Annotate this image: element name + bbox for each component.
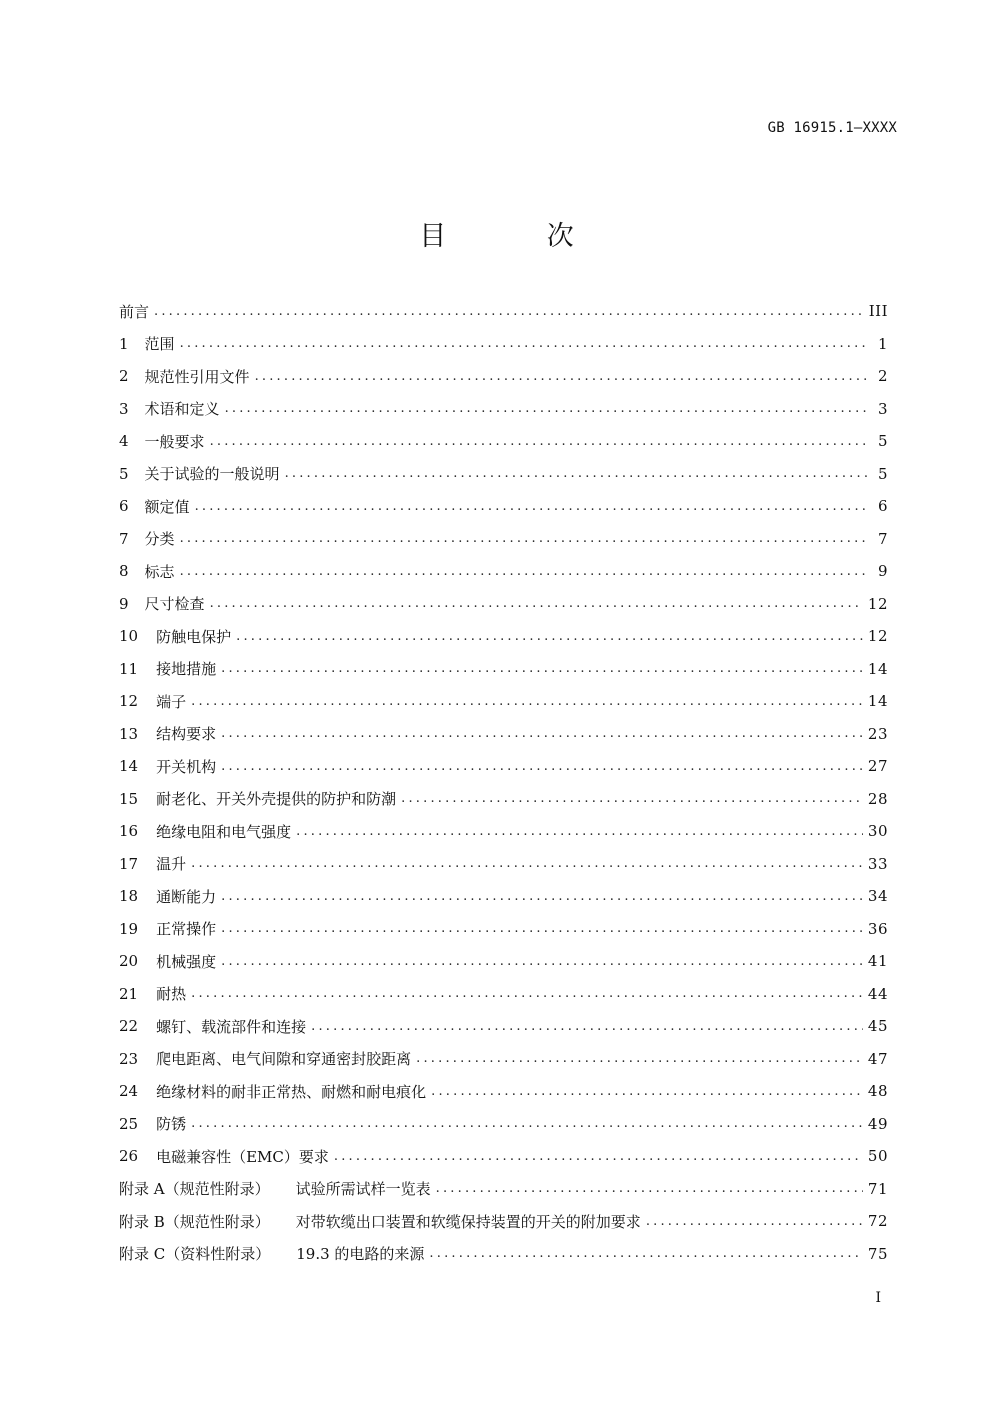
toc-entry-number: 2 — [119, 367, 129, 386]
toc-entry[interactable] — [119, 1043, 888, 1076]
toc-dot-leader — [191, 694, 863, 709]
toc-entry-page: 5 — [877, 432, 888, 451]
toc-entry[interactable] — [119, 393, 888, 426]
toc-dot-leader — [180, 336, 867, 351]
toc-entry[interactable] — [119, 1205, 888, 1238]
toc-dot-leader — [221, 954, 863, 969]
toc-entry-number: 14 — [119, 757, 139, 776]
toc-entry[interactable] — [119, 978, 888, 1011]
toc-dot-leader — [436, 1181, 863, 1196]
toc-dot-leader — [180, 564, 867, 579]
toc-dot-leader — [221, 921, 863, 936]
toc-entry-page: 28 — [867, 789, 888, 808]
page-title: 目 次 — [419, 221, 620, 252]
toc-entry[interactable] — [119, 588, 888, 621]
toc-entry-page: 23 — [867, 724, 888, 743]
toc-entry-label: 规范性引用文件 — [144, 367, 250, 386]
document-code: GB 16915.1—XXXX — [767, 120, 897, 136]
toc-dot-leader — [191, 856, 863, 871]
toc-entry-page: 9 — [877, 562, 888, 581]
toc-entry-page: 48 — [867, 1082, 888, 1101]
toc-entry-page: 14 — [867, 659, 888, 678]
toc-entry-label: 前言 — [119, 302, 150, 321]
toc-entry[interactable] — [119, 1173, 888, 1206]
toc-entry-label: 19.3 的电路的来源 — [296, 1245, 425, 1264]
toc-entry-page: 7 — [877, 529, 888, 548]
toc-entry[interactable] — [119, 718, 888, 751]
toc-entry[interactable] — [119, 750, 888, 783]
toc-entry-label: 正常操作 — [156, 920, 217, 939]
toc-entry-number: 16 — [119, 822, 139, 841]
toc-entry-number: 附录 B（规范性附录） — [119, 1212, 270, 1231]
toc-entry[interactable] — [119, 458, 888, 491]
toc-entry-label: 额定值 — [144, 497, 190, 516]
toc-entry-number: 25 — [119, 1114, 139, 1133]
toc-entry-number: 17 — [119, 854, 139, 873]
toc-entry-label: 耐热 — [156, 985, 187, 1004]
toc-entry-page: 12 — [867, 594, 888, 613]
toc-entry-page: 30 — [867, 822, 888, 841]
toc-entry-label: 标志 — [144, 562, 175, 581]
toc-entry-page: 71 — [867, 1179, 888, 1198]
toc-entry-label: 一般要求 — [144, 432, 205, 451]
toc-entry-page: 5 — [877, 464, 888, 483]
toc-entry[interactable] — [119, 523, 888, 556]
toc-entry[interactable] — [119, 1140, 888, 1173]
toc-entry-page: 27 — [867, 757, 888, 776]
toc-dot-leader — [416, 1051, 863, 1066]
toc-entry[interactable] — [119, 1238, 888, 1271]
toc-entry-number: 20 — [119, 952, 139, 971]
toc-dot-leader — [191, 986, 863, 1001]
toc-entry[interactable] — [119, 1108, 888, 1141]
toc-entry-page: 36 — [867, 919, 888, 938]
toc-entry-number: 11 — [119, 659, 139, 678]
toc-entry[interactable] — [119, 848, 888, 881]
toc-dot-leader — [154, 304, 864, 319]
toc-entry-label: 端子 — [156, 692, 187, 711]
toc-entry-page: 45 — [867, 1017, 888, 1036]
toc-dot-leader — [221, 661, 863, 676]
toc-entry-number: 3 — [119, 399, 129, 418]
toc-entry-number: 13 — [119, 724, 139, 743]
toc-entry[interactable] — [119, 425, 888, 458]
toc-entry-number: 24 — [119, 1082, 139, 1101]
toc-entry-label: 接地措施 — [156, 660, 217, 679]
toc-entry-page: 44 — [867, 984, 888, 1003]
toc-entry-label: 对带软缆出口装置和软缆保持装置的开关的附加要求 — [295, 1212, 641, 1231]
toc-entry-label: 绝缘电阻和电气强度 — [156, 822, 292, 841]
toc-entry[interactable] — [119, 328, 888, 361]
toc-entry-number: 10 — [119, 627, 139, 646]
toc-entry-number: 19 — [119, 919, 139, 938]
toc-entry[interactable] — [119, 815, 888, 848]
toc-entry-number: 21 — [119, 984, 139, 1003]
toc-entry-page: 72 — [867, 1212, 888, 1231]
toc-dot-leader — [296, 824, 863, 839]
toc-entry-label: 机械强度 — [156, 952, 217, 971]
toc-entry-page: 6 — [877, 497, 888, 516]
toc-entry-page: 1 — [877, 334, 888, 353]
toc-entry-page: 41 — [867, 952, 888, 971]
toc-entry-number: 1 — [119, 334, 129, 353]
toc-entry[interactable] — [119, 913, 888, 946]
toc-entry-label: 范围 — [144, 335, 175, 354]
toc-entry-label: 防锈 — [156, 1115, 187, 1134]
toc-entry-label: 结构要求 — [156, 725, 217, 744]
toc-dot-leader — [225, 401, 867, 416]
toc-entry-number: 26 — [119, 1147, 139, 1166]
toc-entry[interactable] — [119, 783, 888, 816]
toc-dot-leader — [210, 434, 867, 449]
toc-entry-label: 关于试验的一般说明 — [144, 465, 280, 484]
toc-entry-label: 温升 — [156, 855, 187, 874]
toc-entry[interactable] — [119, 360, 888, 393]
toc-entry-label: 爬电距离、电气间隙和穿通密封胶距离 — [156, 1050, 412, 1069]
toc-entry-number: 5 — [119, 464, 129, 483]
toc-entry-page: 50 — [867, 1147, 888, 1166]
toc-dot-leader — [221, 759, 863, 774]
toc-entry-page: 33 — [867, 854, 888, 873]
toc-entry-label: 分类 — [144, 530, 175, 549]
toc-entry-page: 12 — [867, 627, 888, 646]
toc-entry[interactable] — [119, 555, 888, 588]
toc-entry-label: 术语和定义 — [144, 400, 220, 419]
toc-dot-leader — [334, 1149, 863, 1164]
toc-entry[interactable] — [119, 1075, 888, 1108]
toc-entry-page: 3 — [877, 399, 888, 418]
toc-entry[interactable] — [119, 945, 888, 978]
toc-entry-label: 开关机构 — [156, 757, 217, 776]
toc-dot-leader — [195, 499, 867, 514]
toc-dot-leader — [431, 1084, 863, 1099]
toc-entry-label: 螺钉、载流部件和连接 — [156, 1017, 307, 1036]
toc-entry-number: 23 — [119, 1049, 139, 1068]
toc-entry[interactable] — [119, 490, 888, 523]
toc-entry-number: 4 — [119, 432, 129, 451]
toc-dot-leader — [429, 1246, 862, 1261]
toc-entry-number: 18 — [119, 887, 139, 906]
toc-entry-label: 电磁兼容性（EMC）要求 — [156, 1147, 329, 1166]
page-number: I — [875, 1290, 881, 1306]
toc-dot-leader — [221, 726, 863, 741]
toc-entry-number: 7 — [119, 529, 129, 548]
toc-entry-page: 14 — [867, 692, 888, 711]
toc-entry-page: 49 — [867, 1114, 888, 1133]
toc-entry-page: 2 — [877, 367, 888, 386]
toc-entry-number: 8 — [119, 562, 129, 581]
table-of-contents — [119, 295, 888, 1270]
toc-entry-page: 75 — [867, 1244, 888, 1263]
toc-dot-leader — [236, 629, 863, 644]
toc-entry[interactable] — [119, 685, 888, 718]
toc-entry[interactable] — [119, 1010, 888, 1043]
toc-dot-leader — [180, 531, 867, 546]
toc-dot-leader — [221, 889, 863, 904]
toc-dot-leader — [255, 369, 867, 384]
toc-dot-leader — [646, 1214, 863, 1229]
toc-entry-page: 47 — [867, 1049, 888, 1068]
toc-entry[interactable] — [119, 620, 888, 653]
toc-entry-number: 9 — [119, 594, 129, 613]
toc-entry-number: 附录 A（规范性附录） — [119, 1180, 270, 1199]
toc-entry-label: 通断能力 — [156, 887, 217, 906]
toc-dot-leader — [285, 466, 867, 481]
toc-entry-label: 试验所需试样一览表 — [295, 1180, 431, 1199]
toc-entry-page: III — [868, 302, 888, 321]
toc-entry-number: 附录 C（资料性附录） — [119, 1245, 271, 1264]
toc-dot-leader — [210, 596, 863, 611]
toc-entry-number: 22 — [119, 1017, 139, 1036]
toc-entry[interactable] — [119, 295, 888, 328]
toc-entry-number: 15 — [119, 789, 139, 808]
toc-dot-leader — [311, 1019, 863, 1034]
toc-entry[interactable] — [119, 653, 888, 686]
toc-entry[interactable] — [119, 880, 888, 913]
toc-entry-number: 12 — [119, 692, 139, 711]
toc-entry-label: 绝缘材料的耐非正常热、耐燃和耐电痕化 — [156, 1082, 427, 1101]
toc-dot-leader — [401, 791, 863, 806]
toc-entry-number: 6 — [119, 497, 129, 516]
toc-entry-label: 尺寸检查 — [144, 595, 205, 614]
toc-dot-leader — [191, 1116, 863, 1131]
toc-entry-label: 防触电保护 — [156, 627, 232, 646]
toc-entry-label: 耐老化、开关外壳提供的防护和防潮 — [156, 790, 397, 809]
toc-entry-page: 34 — [867, 887, 888, 906]
